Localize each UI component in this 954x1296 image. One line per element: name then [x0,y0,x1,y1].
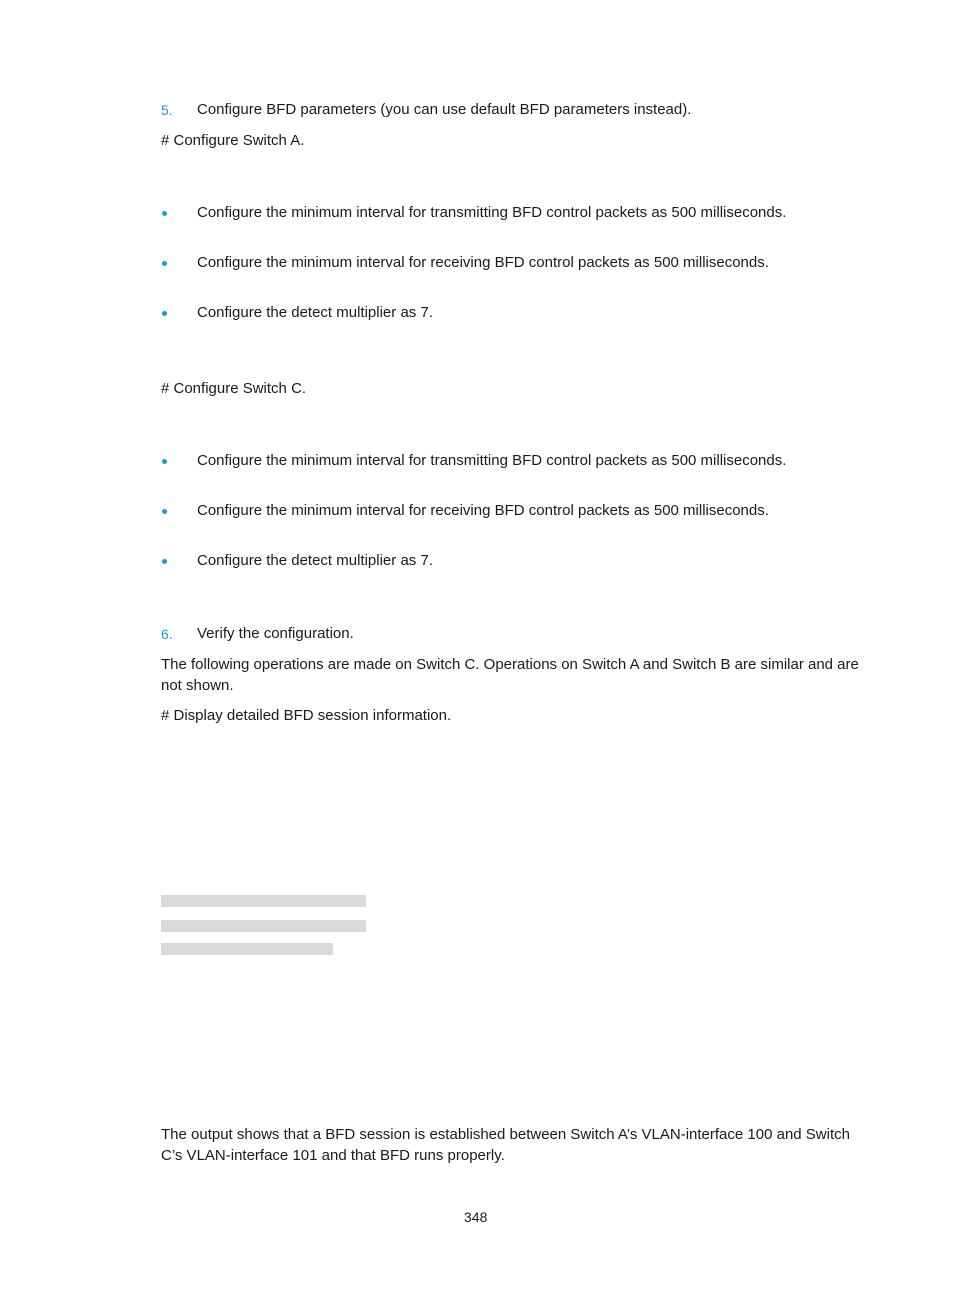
output-placeholder-bar [161,895,366,907]
conclusion-paragraph: The output shows that a BFD session is established between Switch A’s VLAN-interface 100 and Switch C’s VLAN-interface 101 and that BFD runs properly. [161,1126,850,1164]
step-5-number: 5. [161,102,173,118]
verify-intro-paragraph: The following operations are made on Switch C. Operations on Switch A and Switch B are similar and are not shown. [161,656,859,694]
step-6-number: 6. [161,626,173,642]
switch-a-bullet-1: Configure the minimum interval for transmitting BFD control packets as 500 milliseconds. [197,204,787,221]
switch-c-bullet-1: Configure the minimum interval for transmitting BFD control packets as 500 milliseconds. [197,452,787,469]
page-number: 348 [464,1209,488,1225]
switch-c-bullet-3: Configure the detect multiplier as 7. [197,552,433,569]
display-heading: # Display detailed BFD session information. [161,707,452,724]
output-placeholder-bar [161,920,366,932]
switch-a-bullet-3: Configure the detect multiplier as 7. [197,304,433,321]
switch-c-heading: # Configure Switch C. [161,380,307,397]
bullet-icon [162,509,167,514]
bullet-icon [162,211,167,216]
bullet-icon [162,459,167,464]
bullet-icon [162,559,167,564]
step-5-text: Configure BFD parameters (you can use default BFD parameters instead). [197,101,692,118]
switch-a-bullet-2: Configure the minimum interval for receiving BFD control packets as 500 milliseconds. [197,254,769,271]
output-placeholder-bar [161,943,333,955]
bullet-icon [162,261,167,266]
switch-c-bullet-2: Configure the minimum interval for receiving BFD control packets as 500 milliseconds. [197,502,769,519]
switch-a-heading: # Configure Switch A. [161,132,305,149]
bullet-icon [162,311,167,316]
step-6-text: Verify the configuration. [197,625,354,642]
